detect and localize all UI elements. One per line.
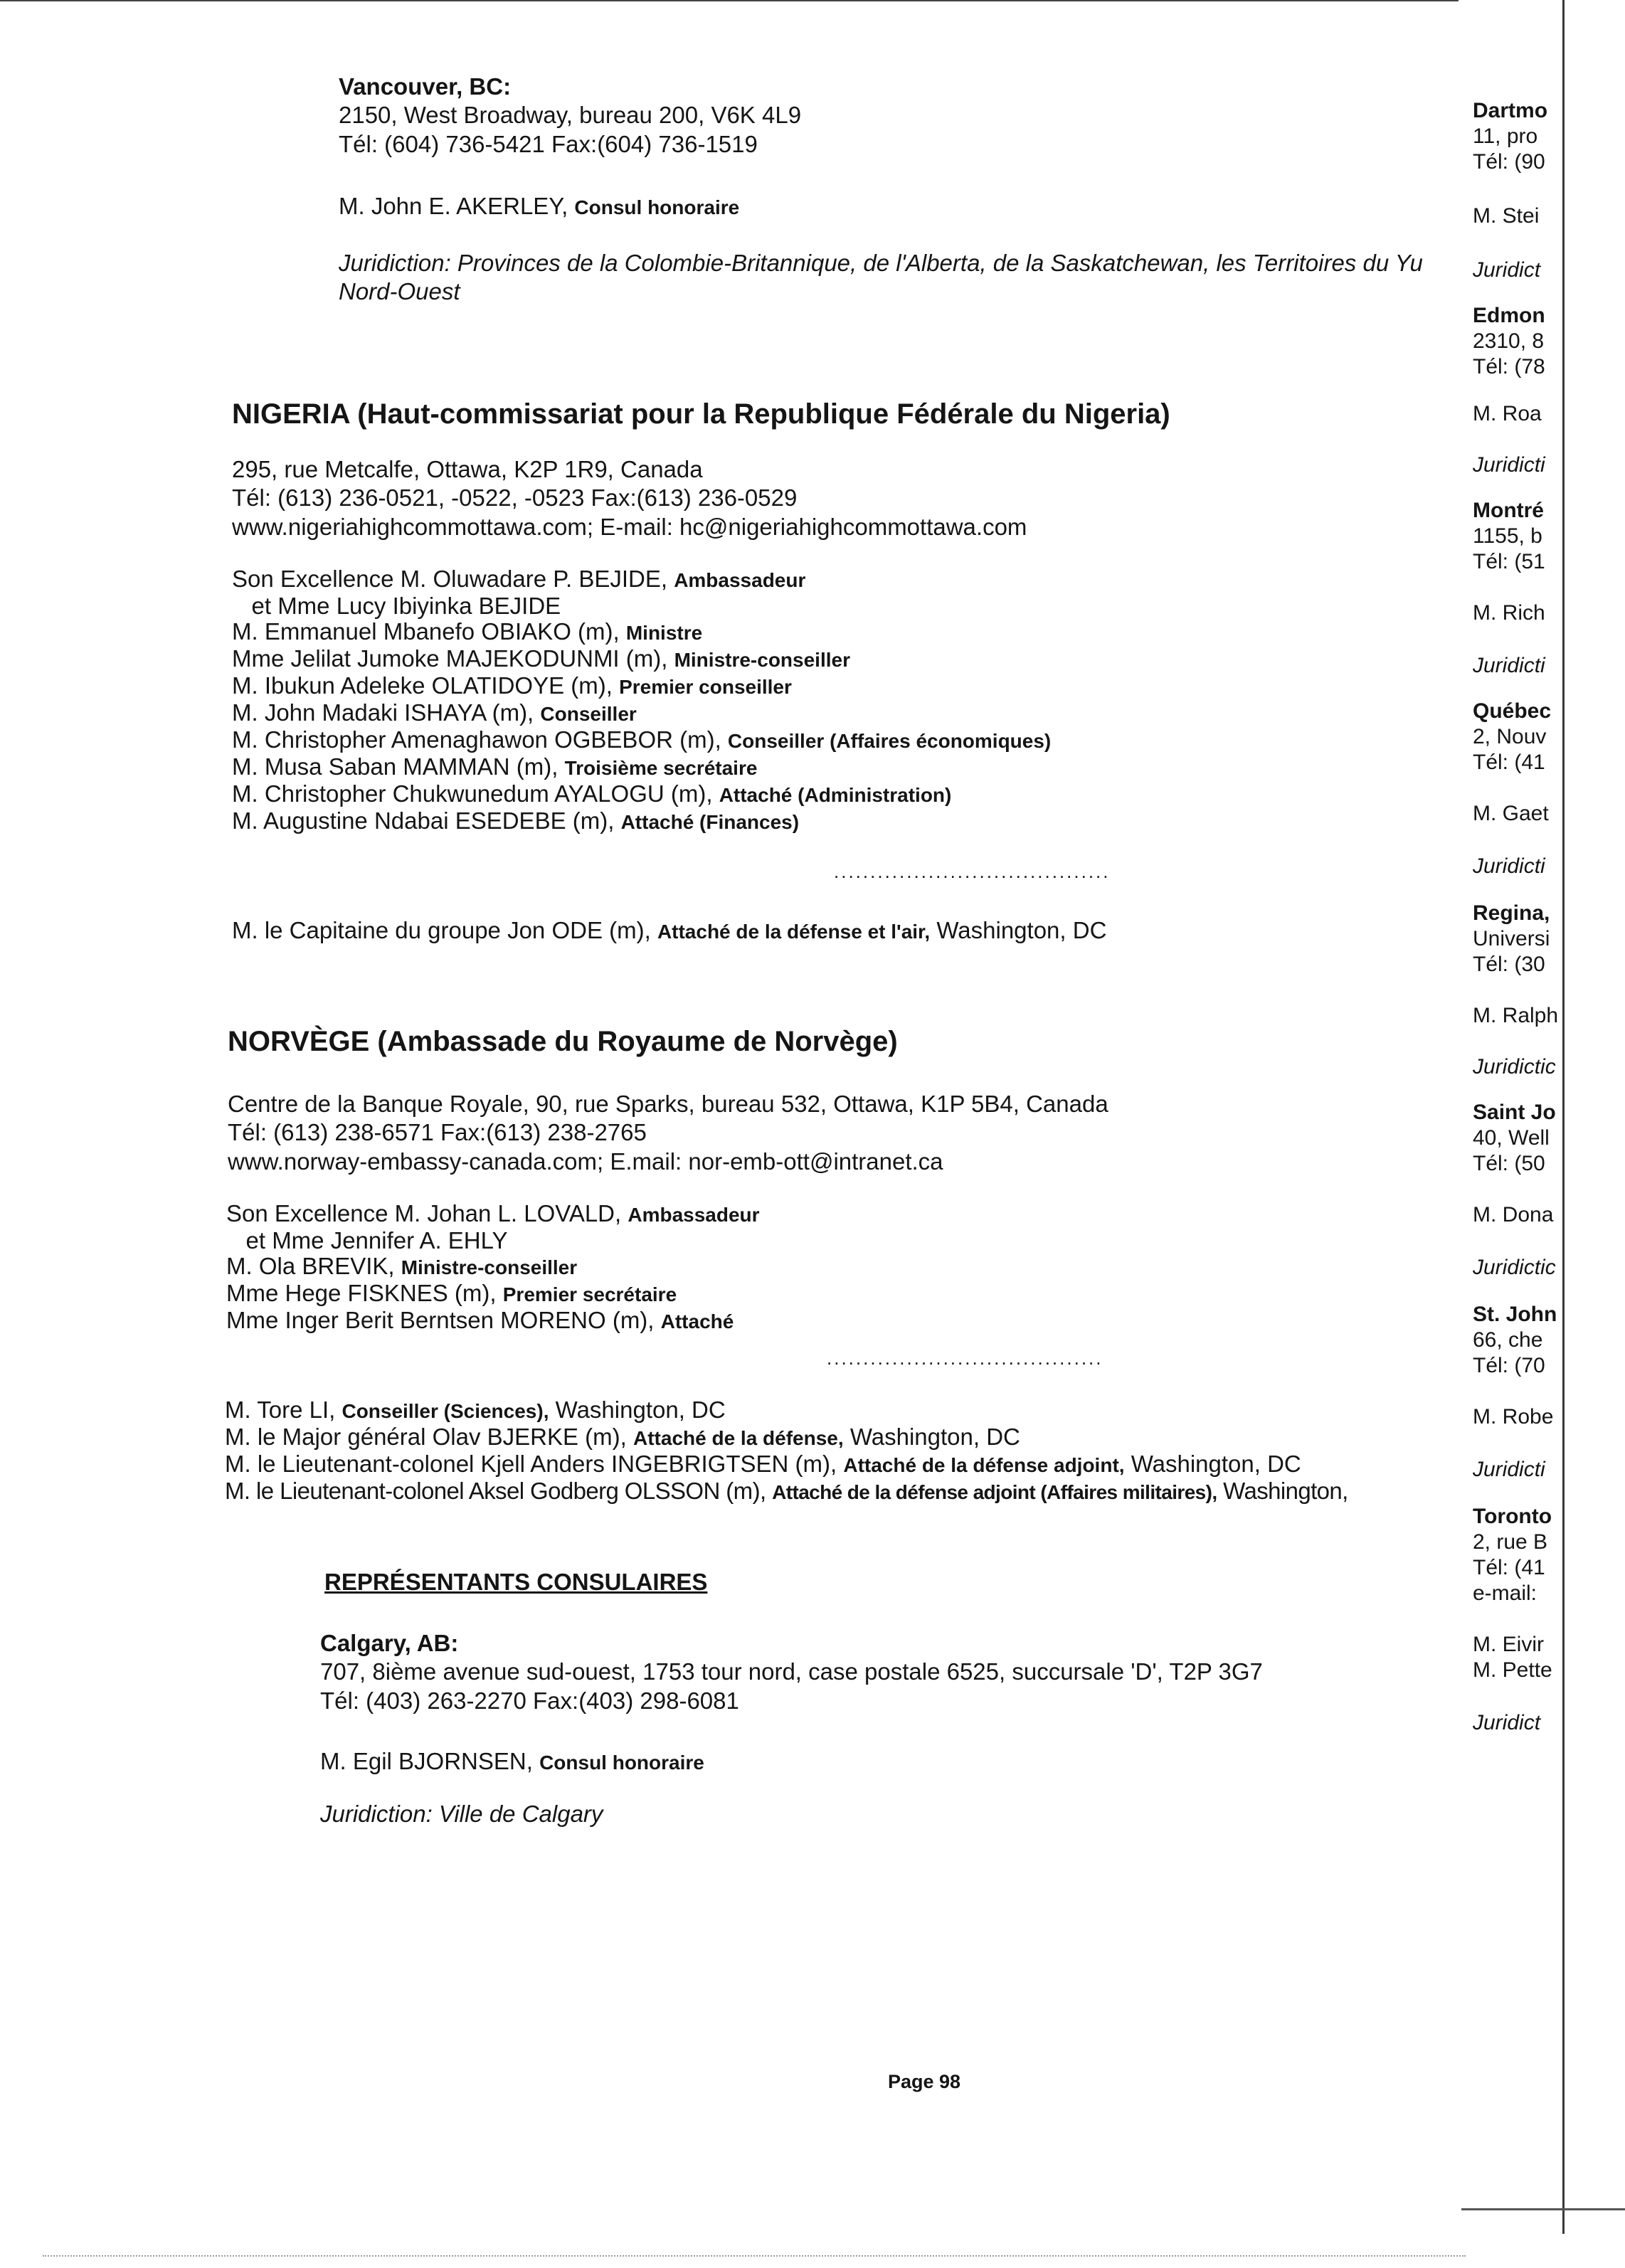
- calgary-consul: M. Egil BJORNSEN, Consul honoraire: [320, 1748, 704, 1774]
- right-line: Edmon: [1473, 304, 1545, 327]
- list-item: M. Ibukun Adeleke OLATIDOYE (m), Premier conseiller: [232, 672, 792, 699]
- list-item: M. Emmanuel Mbanefo OBIAKO (m), Ministre: [232, 618, 703, 645]
- right-line: Juridicti: [1473, 854, 1545, 878]
- norvege-washington-list: [225, 1397, 1348, 1505]
- right-line: 1155, b: [1473, 524, 1542, 548]
- right-line: Toronto: [1473, 1505, 1552, 1528]
- right-line: M. Robe: [1473, 1405, 1554, 1429]
- right-line: 2310, 8: [1473, 329, 1545, 353]
- nigeria-tel: Tél: (613) 236-0521, -0522, -0523 Fax:(613) 236-0529: [232, 484, 798, 512]
- right-line: Tél: (41: [1473, 751, 1545, 774]
- calgary-juridiction: Juridiction: Ville de Calgary: [320, 1801, 603, 1827]
- right-line: Québec: [1473, 699, 1552, 723]
- right-line: M. Roa: [1473, 402, 1542, 425]
- norvege-staff-list: [226, 1201, 760, 1335]
- right-page-edge: [1461, 0, 1625, 2268]
- right-line: 40, Well: [1473, 1126, 1550, 1150]
- page-number: Page 98: [888, 2071, 961, 2092]
- right-line: Juridict: [1473, 1711, 1541, 1734]
- right-line: Juridicti: [1473, 654, 1545, 677]
- right-line: M. Ralph: [1473, 1004, 1559, 1027]
- right-line: Regina,: [1473, 901, 1550, 925]
- norvege-contact: [228, 1090, 1108, 1176]
- norvege-address: Centre de la Banque Royale, 90, rue Sparks, bureau 532, Ottawa, K1P 5B4, Canada: [228, 1091, 1108, 1117]
- list-item: M. Christopher Amenaghawon OGBEBOR (m), Conseiller (Affaires économiques): [232, 726, 1052, 753]
- list-item: Son Excellence M. Johan L. LOVALD, Ambassadeur: [226, 1200, 760, 1226]
- right-line: Juridictic: [1473, 1055, 1556, 1079]
- list-item: Mme Jelilat Jumoke MAJEKODUNMI (m), Ministre-conseiller: [232, 645, 850, 672]
- right-line: Montré: [1473, 499, 1544, 522]
- norvege-web: www.norway-embassy-canada.com; E.mail: nor-emb-ott@intranet.ca: [228, 1148, 943, 1175]
- right-line: 11, pro: [1473, 124, 1538, 148]
- vancouver-juridiction-line1: Juridiction: Provinces de la Colombie-Britannique, de l'Alberta, de la Saskatchewan, les Territoires du Yu: [339, 250, 1423, 276]
- right-line: 2, Nouv: [1473, 725, 1547, 748]
- vancouver-heading: Vancouver, BC:: [339, 73, 512, 100]
- right-line: Tél: (51: [1473, 550, 1545, 573]
- list-item: M. Ola BREVIK, Ministre-conseiller: [226, 1253, 578, 1279]
- list-item: M. Christopher Chukwunedum AYALOGU (m), Attaché (Administration): [232, 780, 952, 807]
- vancouver-consul: [339, 192, 739, 221]
- right-line: Juridict: [1473, 258, 1541, 282]
- right-line: Tél: (30: [1473, 953, 1545, 976]
- right-line: Universi: [1473, 927, 1550, 950]
- fold-line-bottom: [1461, 2208, 1625, 2210]
- right-line: M. Stei: [1473, 204, 1540, 228]
- vancouver-consul-title: Consul honoraire: [574, 196, 740, 218]
- right-line: 66, che: [1473, 1328, 1543, 1352]
- right-line: Tél: (90: [1473, 150, 1545, 174]
- nigeria-address: 295, rue Metcalfe, Ottawa, K2P 1R9, Canada: [232, 456, 703, 482]
- right-page-text: [1473, 98, 1625, 1736]
- list-item: et Mme Jennifer A. EHLY: [226, 1227, 508, 1254]
- right-line: Juridicti: [1473, 1458, 1545, 1481]
- list-item: M. le Major général Olav BJERKE (m), Attaché de la défense, Washington, DC: [225, 1424, 1020, 1450]
- right-line: M. Gaet: [1473, 802, 1549, 825]
- right-line: St. John: [1473, 1303, 1557, 1326]
- right-line: Tél: (50: [1473, 1152, 1545, 1175]
- list-item: M. Tore LI, Conseiller (Sciences), Washington, DC: [225, 1397, 726, 1423]
- vancouver-juridiction-line2: Nord-Ouest: [339, 278, 460, 305]
- bottom-rule: [43, 2255, 1466, 2257]
- right-line: Juridictic: [1473, 1256, 1556, 1279]
- calgary-address: 707, 8ième avenue sud-ouest, 1753 tour nord, case postale 6525, succursale 'D', T2P 3G7: [320, 1658, 1263, 1685]
- right-line: Tél: (41: [1473, 1556, 1545, 1579]
- consular-heading: REPRÉSENTANTS CONSULAIRES: [324, 1569, 708, 1595]
- list-item: M. John Madaki ISHAYA (m), Conseiller: [232, 699, 637, 726]
- norvege-tel: Tél: (613) 238-6571 Fax:(613) 238-2765: [228, 1119, 647, 1146]
- nigeria-web: www.nigeriahighcommottawa.com; E-mail: hc@nigeriahighcommottawa.com: [232, 513, 1027, 540]
- right-line: Tél: (78: [1473, 355, 1545, 378]
- list-item: et Mme Lucy Ibiyinka BEJIDE: [232, 593, 561, 619]
- right-line: e-mail:: [1473, 1581, 1537, 1605]
- norvege-separator: ......................................: [827, 1347, 1103, 1369]
- right-line: M. Rich: [1473, 601, 1545, 625]
- nigeria-heading: NIGERIA (Haut-commissariat pour la Republique Fédérale du Nigeria): [232, 398, 1170, 430]
- nigeria-attache: M. le Capitaine du groupe Jon ODE (m), Attaché de la défense et l'air, Washington, DC: [232, 917, 1107, 943]
- right-line: M. Dona: [1473, 1203, 1554, 1226]
- norvege-heading: NORVÈGE (Ambassade du Royaume de Norvège): [228, 1026, 898, 1057]
- nigeria-separator: ......................................: [834, 861, 1111, 882]
- list-item: M. le Lieutenant-colonel Aksel Godberg OLSSON (m), Attaché de la défense adjoint (Affaires militaires), Washington,: [225, 1478, 1348, 1504]
- vancouver-juridiction: [339, 249, 1423, 307]
- right-line: Tél: (70: [1473, 1354, 1545, 1377]
- calgary-block: [320, 1629, 1263, 1715]
- right-line: Saint Jo: [1473, 1101, 1556, 1124]
- list-item: M. le Lieutenant-colonel Kjell Anders INGEBRIGTSEN (m), Attaché de la défense adjoint, Washington, DC: [225, 1451, 1301, 1477]
- list-item: M. Augustine Ndabai ESEDEBE (m), Attaché (Finances): [232, 807, 800, 834]
- vancouver-block: [339, 73, 801, 159]
- list-item: Mme Inger Berit Berntsen MORENO (m), Attaché: [226, 1307, 734, 1333]
- right-line: M. Eivir: [1473, 1633, 1544, 1656]
- nigeria-staff-list: [232, 566, 1051, 835]
- right-line: M. Pette: [1473, 1658, 1552, 1682]
- calgary-tel: Tél: (403) 263-2270 Fax:(403) 298-6081: [320, 1687, 739, 1714]
- right-line: 2, rue B: [1473, 1530, 1548, 1554]
- list-item: M. Musa Saban MAMMAN (m), Troisième secrétaire: [232, 753, 758, 780]
- list-item: Son Excellence M. Oluwadare P. BEJIDE, Ambassadeur: [232, 566, 806, 592]
- right-line: Juridicti: [1473, 453, 1545, 477]
- top-rule: [0, 0, 1459, 1]
- list-item: Mme Hege FISKNES (m), Premier secrétaire: [226, 1280, 677, 1306]
- right-line: Dartmo: [1473, 99, 1548, 122]
- vancouver-address: 2150, West Broadway, bureau 200, V6K 4L9: [339, 102, 802, 129]
- vancouver-tel: Tél: (604) 736-5421 Fax:(604) 736-1519: [339, 130, 758, 157]
- nigeria-contact: [232, 455, 1027, 541]
- calgary-heading: Calgary, AB:: [320, 1630, 459, 1656]
- vancouver-consul-name: M. John E. AKERLEY,: [339, 193, 568, 219]
